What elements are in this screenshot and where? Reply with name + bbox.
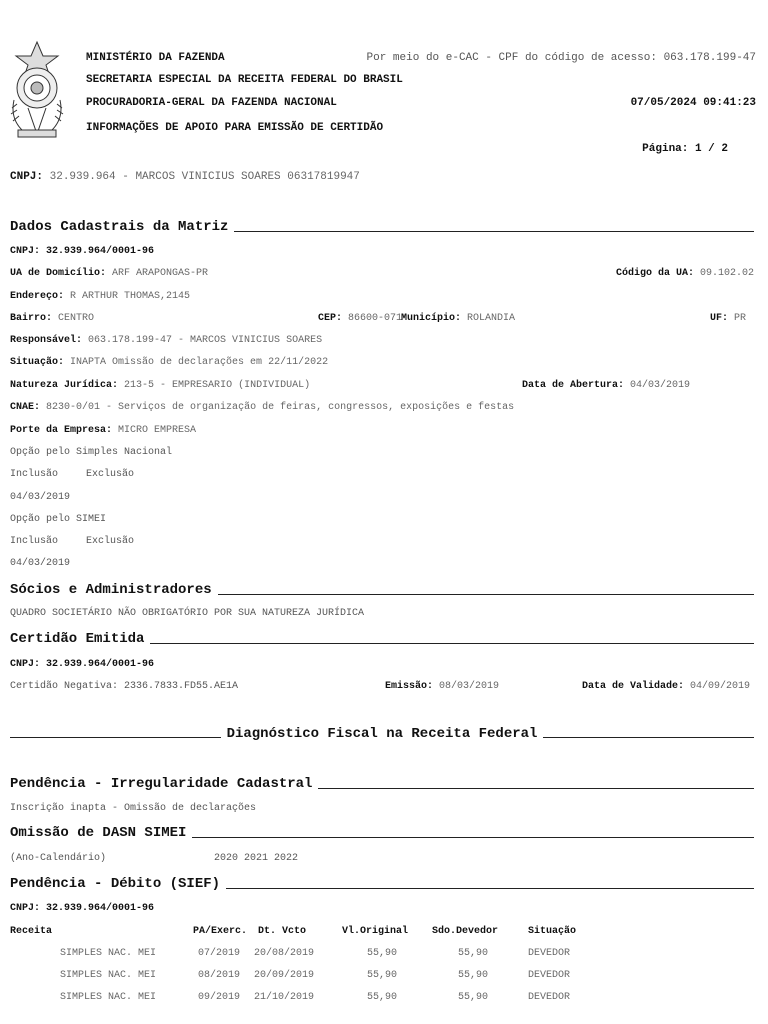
bairro-label: Bairro: <box>10 313 53 324</box>
natureza-label: Natureza Jurídica: <box>10 380 119 391</box>
debito-cnpj: CNPJ: 32.939.964/0001-96 <box>10 903 155 914</box>
table-cell-sdo-devedor: 55,90 <box>457 992 488 1003</box>
table-cell-receita: SIMPLES NAC. MEI <box>60 970 157 981</box>
omissao-years: 2020 2021 2022 <box>214 853 299 864</box>
simei-exclusao-header: Exclusão <box>86 536 135 547</box>
table-cell-vl-original: 55,90 <box>366 970 397 981</box>
page-number: Página: 1 / 2 <box>642 143 728 155</box>
header-secretaria: SECRETARIA ESPECIAL DA RECEITA FEDERAL DO BRASIL <box>86 74 403 86</box>
porte-value: MICRO EMPRESA <box>118 425 197 436</box>
certidao-negativa: Certidão Negativa: 2336.7833.FD55.AE1A <box>10 681 239 692</box>
codua-value: 09.102.02 <box>699 268 754 279</box>
municipio-value: ROLANDIA <box>467 313 516 324</box>
cnae <box>10 402 514 413</box>
validade-label: Data de Validade: <box>581 681 684 692</box>
socios-text: QUADRO SOCIETÁRIO NÃO OBRIGATÓRIO POR SUA NATUREZA JURÍDICA <box>10 608 365 619</box>
access-info: Por meio do e-CAC - CPF do código de acesso: 063.178.199-47 <box>366 52 756 64</box>
simples-inclusao-date: 04/03/2019 <box>10 492 71 503</box>
simples-exclusao-header: Exclusão <box>86 469 135 480</box>
codua-label: Código da UA: <box>615 268 694 279</box>
responsavel <box>10 335 322 346</box>
bairro <box>10 313 94 324</box>
emissao-label: Emissão: <box>385 681 434 692</box>
col-header-sdo-devedor: Sdo.Devedor <box>432 926 499 937</box>
certidao-cnpj: CNPJ: 32.939.964/0001-96 <box>10 659 155 670</box>
section-title: Sócios e Administradores <box>10 582 212 598</box>
endereco-label: Endereço: <box>10 291 65 302</box>
emission-datetime: 07/05/2024 09:41:23 <box>630 97 756 109</box>
simples-title: Opção pelo Simples Nacional <box>10 447 173 458</box>
table-cell-vl-original: 55,90 <box>366 948 397 959</box>
cep <box>318 313 402 324</box>
cep-label: CEP: <box>318 313 343 324</box>
section-certidao <box>10 631 754 647</box>
ua-domicilio <box>10 268 208 279</box>
uf <box>710 313 746 324</box>
section-title: Pendência - Débito (SIEF) <box>10 876 221 892</box>
table-cell-sdo-devedor: 55,90 <box>457 970 488 981</box>
cnae-value: 8230-0/01 - Serviços de organização de feiras, congressos, exposições e festas <box>46 402 515 413</box>
uf-label: UF: <box>709 313 728 324</box>
responsavel-value: 063.178.199-47 - MARCOS VINICIUS SOARES <box>88 335 323 346</box>
porte-empresa <box>10 425 196 436</box>
certidao-validade <box>582 681 750 692</box>
col-header-receita: Receita <box>10 926 53 937</box>
endereco <box>10 291 190 302</box>
omissao-label: (Ano-Calendário) <box>10 853 107 864</box>
cnae-label: CNAE: <box>10 402 41 413</box>
situacao-label: Situação: <box>10 357 65 368</box>
ua-value: ARF ARAPONGAS-PR <box>112 268 209 279</box>
ua-label: UA de Domicílio: <box>10 268 107 279</box>
situacao <box>10 357 328 368</box>
codigo-ua <box>616 268 754 279</box>
table-cell-situacao: DEVEDOR <box>528 948 571 959</box>
section-diagnostico <box>10 726 754 742</box>
top-cnpj-line <box>10 171 360 183</box>
section-title: Omissão de DASN SIMEI <box>10 825 187 841</box>
header-informacoes: INFORMAÇÕES DE APOIO PARA EMISSÃO DE CERTIDÃO <box>86 122 384 134</box>
uf-value: PR <box>733 313 746 324</box>
table-cell-vcto: 20/08/2019 <box>254 948 315 959</box>
table-cell-pa: 08/2019 <box>198 970 241 981</box>
data-abertura <box>522 380 690 391</box>
section-debito-sief <box>10 876 754 892</box>
abertura-label: Data de Abertura: <box>522 380 625 391</box>
natureza-juridica <box>10 380 310 391</box>
responsavel-label: Responsável: <box>10 335 83 346</box>
natureza-value: 213-5 - EMPRESARIO (INDIVIDUAL) <box>124 380 311 391</box>
bairro-value: CENTRO <box>58 313 95 324</box>
validade-value: 04/09/2019 <box>689 681 750 692</box>
brazil-coat-of-arms-icon <box>8 38 66 142</box>
emissao-value: 08/03/2019 <box>439 681 500 692</box>
table-cell-situacao: DEVEDOR <box>528 970 571 981</box>
col-header-vl-original: Vl.Original <box>342 926 409 937</box>
section-dados-cadastrais <box>10 219 754 235</box>
top-cnpj-label: CNPJ: <box>10 171 44 183</box>
section-title: Diagnóstico Fiscal na Receita Federal <box>226 726 538 742</box>
top-cnpj-value: 32.939.964 - MARCOS VINICIUS SOARES 06317819947 <box>49 171 360 183</box>
table-cell-vcto: 20/09/2019 <box>254 970 315 981</box>
table-cell-situacao: DEVEDOR <box>528 992 571 1003</box>
municipio-label: Município: <box>401 313 462 324</box>
section-title: Pendência - Irregularidade Cadastral <box>10 776 313 792</box>
table-cell-receita: SIMPLES NAC. MEI <box>60 992 157 1003</box>
table-cell-vl-original: 55,90 <box>366 992 397 1003</box>
simei-inclusao-header: Inclusão <box>10 536 59 547</box>
header-ministerio: MINISTÉRIO DA FAZENDA <box>86 52 225 64</box>
table-cell-pa: 09/2019 <box>198 992 241 1003</box>
section-title: Dados Cadastrais da Matriz <box>10 219 229 235</box>
table-cell-sdo-devedor: 55,90 <box>457 948 488 959</box>
pendencia-cadastral-text: Inscrição inapta - Omissão de declarações <box>10 803 257 814</box>
section-omissao-dasn <box>10 825 754 841</box>
situacao-value: INAPTA Omissão de declarações em 22/11/2022 <box>70 357 329 368</box>
section-socios <box>10 582 754 598</box>
endereco-value: R ARTHUR THOMAS,2145 <box>70 291 191 302</box>
header-procuradoria: PROCURADORIA-GERAL DA FAZENDA NACIONAL <box>86 97 337 109</box>
section-title: Certidão Emitida <box>10 631 145 647</box>
porte-label: Porte da Empresa: <box>10 425 113 436</box>
col-header-situacao: Situação <box>528 926 577 937</box>
dados-cnpj: CNPJ: 32.939.964/0001-96 <box>10 246 155 257</box>
table-cell-receita: SIMPLES NAC. MEI <box>60 948 157 959</box>
municipio <box>401 313 515 324</box>
cep-value: 86600-071 <box>348 313 403 324</box>
col-header-vcto: Dt. Vcto <box>258 926 307 937</box>
section-pendencia-cadastral <box>10 776 754 792</box>
col-header-pa: PA/Exerc. <box>193 926 248 937</box>
table-cell-pa: 07/2019 <box>198 948 241 959</box>
certidao-emissao <box>385 681 499 692</box>
simei-inclusao-date: 04/03/2019 <box>10 558 71 569</box>
simei-title: Opção pelo SIMEI <box>10 514 107 525</box>
abertura-value: 04/03/2019 <box>630 380 691 391</box>
table-cell-vcto: 21/10/2019 <box>254 992 315 1003</box>
simples-inclusao-header: Inclusão <box>10 469 59 480</box>
